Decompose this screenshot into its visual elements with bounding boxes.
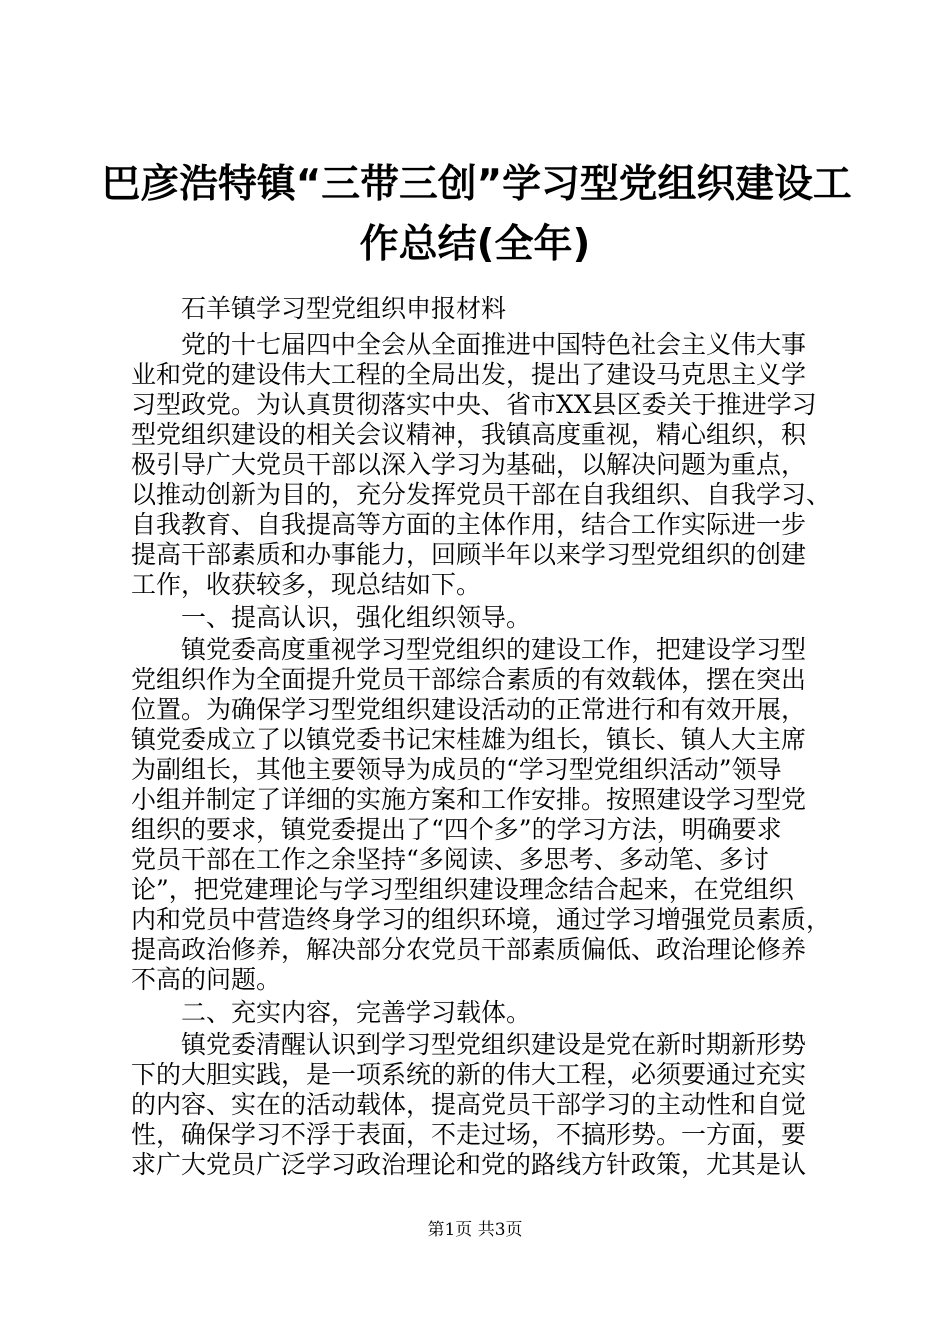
body-line: 镇党委清醒认识到学习型党组织建设是党在新时期新形势 (181, 1030, 807, 1059)
body-line: 为副组长，其他主要领导为成员的“学习型党组织活动”领导 (131, 755, 782, 784)
body-line: 提高政治修养，解决部分农党员干部素质偏低、政治理论修养 (131, 935, 807, 964)
section-heading: 二、充实内容，完善学习载体。 (181, 998, 532, 1027)
body-line: 位置。为确保学习型党组织建设活动的正常进行和有效开展， (131, 695, 807, 724)
body-line: 求广大党员广泛学习政治理论和党的路线方针政策，尤其是认 (131, 1150, 807, 1179)
body-line: 极引导广大党员干部以深入学习为基础，以解决问题为重点， (131, 450, 807, 479)
body-line: 镇党委成立了以镇党委书记宋桂雄为组长，镇长、镇人大主席 (131, 725, 807, 754)
document-title-line-1: 巴彦浩特镇“三带三创”学习型党组织建设工 (101, 162, 852, 207)
body-line: 内和党员中营造终身学习的组织环境，通过学习增强党员素质， (131, 905, 832, 934)
body-line: 不高的问题。 (131, 965, 282, 994)
body-line: 提高干部素质和办事能力，回顾半年以来学习型党组织的创建 (131, 540, 807, 569)
body-line: 业和党的建设伟大工程的全局出发，提出了建设马克思主义学 (131, 360, 807, 389)
body-line: 镇党委高度重视学习型党组织的建设工作，把建设学习型 (181, 635, 807, 664)
body-line: 的内容、实在的活动载体，提高党员干部学习的主动性和自觉 (131, 1090, 807, 1119)
body-line: 工作，收获较多，现总结如下。 (131, 570, 482, 599)
section-heading: 一、提高认识，强化组织领导。 (181, 603, 532, 632)
body-line: 石羊镇学习型党组织申报材料 (181, 294, 507, 323)
body-line: 党组织作为全面提升党员干部综合素质的有效载体，摆在突出 (131, 665, 807, 694)
body-line: 组织的要求，镇党委提出了“四个多”的学习方法，明确要求 (131, 815, 782, 844)
body-line: 自我教育、自我提高等方面的主体作用，结合工作实际进一步 (131, 510, 807, 539)
document-title-line-2: 作总结(全年) (359, 222, 591, 267)
body-line: 性，确保学习不浮于表面，不走过场，不搞形势。一方面，要 (131, 1120, 807, 1149)
body-line: 型党组织建设的相关会议精神，我镇高度重视，精心组织，积 (131, 420, 807, 449)
page-footer: 第1页 共3页 (427, 1220, 523, 1240)
body-line: 下的大胆实践，是一项系统的新的伟大工程，必须要通过充实 (131, 1060, 807, 1089)
body-line: 论”，把党建理论与学习型组织建设理念结合起来，在党组织 (131, 875, 794, 904)
body-line: 小组并制定了详细的实施方案和工作安排。按照建设学习型党 (131, 785, 807, 814)
body-line: 党的十七届四中全会从全面推进中国特色社会主义伟大事 (181, 330, 807, 359)
body-line: 党员干部在工作之余坚持“多阅读、多思考、多动笔、多讨 (131, 845, 769, 874)
body-line: 以推动创新为目的，充分发挥党员干部在自我组织、自我学习、 (131, 480, 832, 509)
body-line: 习型政党。为认真贯彻落实中央、省市XX县区委关于推进学习 (131, 390, 817, 419)
